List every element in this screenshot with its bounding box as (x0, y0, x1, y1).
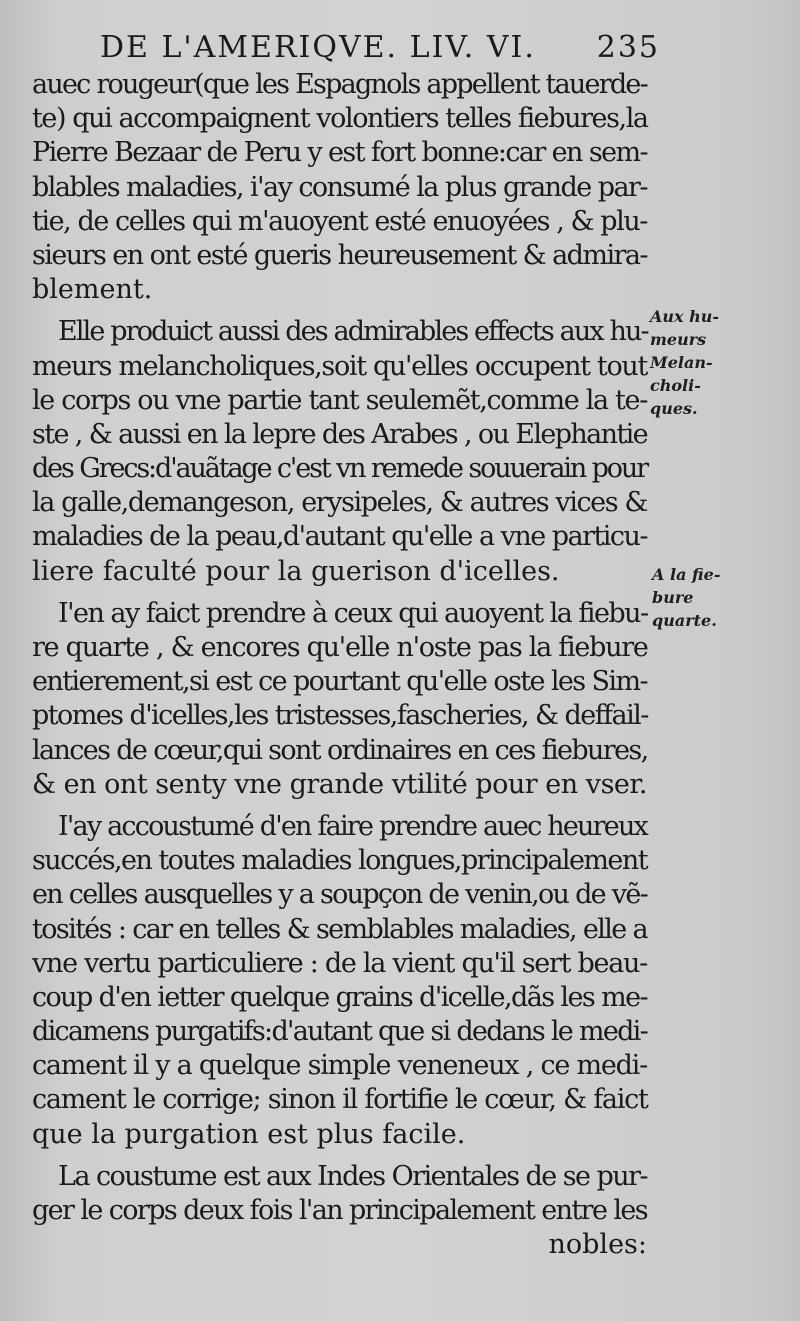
text-line: coup d'en ietter quelque grains d'icelle,dãs les me- (32, 981, 647, 1013)
text-line: liere faculté pour la guerison d'icelles. (32, 555, 560, 587)
body-text (32, 68, 647, 1262)
text-line: vne vertu particuliere : de la vient qu'il sert beau- (32, 947, 647, 979)
margin-note-line: A la fie- (652, 565, 721, 584)
text-line: tosités : car en telles & semblables maladies, elle a (32, 913, 647, 945)
margin-note-line: choli- (650, 376, 701, 395)
text-line: ptomes d'icelles,les tristesses,fascheries, & deffail- (32, 700, 648, 732)
text-line: blables maladies, i'ay consumé la plus grande par- (32, 171, 647, 203)
text-line: lances de cœur,qui sont ordinaires en ces fiebures, (32, 734, 648, 766)
running-head-title: DE L'AMERIQVE. LIV. VI. (100, 30, 536, 65)
text-line: dicamens purgatifs:d'autant que si dedans le medi- (32, 1016, 647, 1048)
text-line: I'ay accoustumé d'en faire prendre auec heureux (58, 810, 647, 842)
margin-note-line: Melan- (650, 353, 713, 372)
text-line: blement. (32, 274, 153, 306)
text-line: & en ont senty vne grande vtilité pour en vser. (32, 768, 647, 800)
text-line: re quarte , & encores qu'elle n'oste pas la fiebure (32, 632, 648, 663)
text-line: La coustume est aux Indes Orientales de se pur- (58, 1160, 647, 1192)
text-line: cament il y a quelque simple veneneux , ce medi- (32, 1050, 647, 1082)
catchword: nobles: (548, 1229, 647, 1261)
text-line: cament le corrige; sinon il fortifie le cœur, & faict (32, 1084, 648, 1116)
text-line: maladies de la peau,d'autant qu'elle a vne particu- (32, 521, 647, 553)
margin-note-melancholy (650, 305, 719, 420)
page-number: 235 (596, 30, 660, 65)
text-line: meurs melancholiques,soit qu'elles occupent tout (32, 350, 647, 382)
text-line: Elle produict aussi des admirables effects aux hu- (58, 316, 648, 348)
text-line: des Grecs:d'auãtage c'est vn remede souuerain pour (32, 453, 647, 485)
paragraph (32, 597, 647, 802)
text-line: entierement,si est ce pourtant qu'elle oste les Sim- (32, 666, 647, 698)
text-line: te) qui accompaignent volontiers telles fiebures,la (32, 103, 648, 135)
paragraph (32, 810, 647, 1152)
paragraph (32, 315, 647, 589)
margin-note-line: bure (652, 588, 694, 607)
text-line: sieurs en ont esté gueris heureusement & admira- (32, 239, 647, 271)
text-line: succés,en toutes maladies longues,principalement (32, 845, 647, 877)
text-line: ste , & aussi en la lepre des Arabes , ou Elephantie (32, 418, 647, 450)
text-line: que la purgation est plus facile. (32, 1118, 466, 1150)
text-line: le corps ou vne partie tant seulemẽt,comme la te- (32, 384, 647, 416)
text-line: tie, de celles qui m'auoyent esté enuoyées , & plu- (32, 205, 647, 237)
text-line: en celles ausquelles y a soupçon de venin,ou de vẽ- (32, 879, 647, 911)
margin-note-line: quarte. (652, 611, 717, 630)
margin-note-line: meurs (650, 330, 707, 349)
margin-note-line: ques. (650, 399, 698, 418)
paragraph (32, 1160, 647, 1228)
running-head (100, 30, 660, 70)
text-line: Pierre Bezaar de Peru y est fort bonne:car en sem- (32, 137, 647, 169)
text-line: la galle,demangeson, erysipeles, & autres vices & (32, 487, 647, 519)
margin-note-line: Aux hu- (650, 307, 720, 326)
text-line: ger le corps deux fois l'an principalement entre les (32, 1195, 647, 1226)
text-line: auec rougeur(que les Espagnols appellent tauerde- (32, 69, 647, 100)
text-line: I'en ay faict prendre à ceux qui auoyent la fiebu- (58, 597, 648, 629)
paragraph (32, 68, 647, 307)
margin-note-quartan-fever (652, 563, 720, 632)
